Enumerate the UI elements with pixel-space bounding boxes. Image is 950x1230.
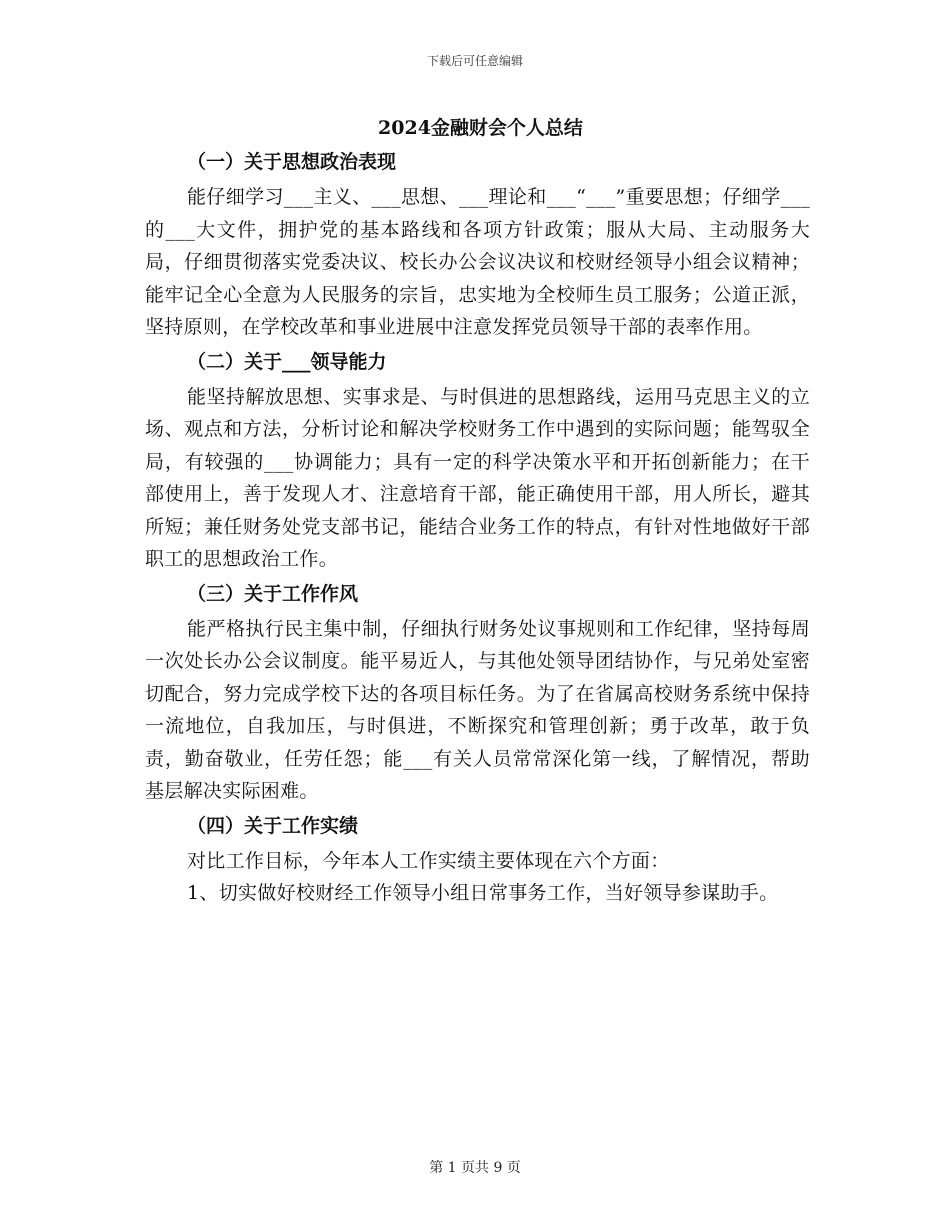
section-paragraph-leadership: 能坚持解放思想、实事求是、与时俱进的思想路线，运用马克思主义的立场、观点和方法，分析讨论和解决学校财务工作中遇到的实际问题；能驾驭全局，有较强的___协调能力；具有一定的科学决策水平和开拓创新能力；在干部使用上，善于发现人才、注意培育干部，能正确使用干部，用人所长，避其所短；兼任财务处党支部书记，能结合业务工作的特点，有针对性地做好干部职工的思想政治工作。 <box>145 385 810 570</box>
achievement-item-1: 1、切实做好校财经工作领导小组日常事务工作，当好领导参谋助手。 <box>187 882 779 904</box>
document-title: 2024金融财会个人总结 <box>378 117 583 139</box>
page-number: 第 1 页共 9 页 <box>429 1160 521 1176</box>
section-heading-political: （一）关于思想政治表现 <box>187 151 397 173</box>
section-heading-leadership: （二）关于___领导能力 <box>187 350 387 373</box>
section-heading-achievements: （四）关于工作实绩 <box>187 814 359 837</box>
section-paragraph-work-style: 能严格执行民主集中制，仔细执行财务处议事规则和工作纪律，坚持每周一次处长办公会议制度。能平易近人，与其他处领导团结协作，与兄弟处室密切配合，努力完成学校下达的各项目标任务。为了在省属高校财务系统中保持一流地位，自我加压，与时俱进，不断探究和管理创新；勇于改革，敢于负责，勤奋敬业，任劳任怨；能___有关人员常常深化第一线，了解情况，帮助基层解决实际困难。 <box>145 617 810 802</box>
page-header-note: 下载后可任意编辑 <box>426 54 523 68</box>
section-heading-work-style: （三）关于工作作风 <box>187 582 359 605</box>
section-paragraph-achievements: 对比工作目标，今年本人工作实绩主要体现在六个方面： <box>187 849 670 872</box>
section-paragraph-political: 能仔细学习___主义、___思想、___理论和___“___”重要思想；仔细学___的___大文件，拥护党的基本路线和各项方针政策；服从大局、主动服务大局，仔细贯彻落实党委决议、校长办公会议决议和校财经领导小组会议精神；能牢记全心全意为人民服务的宗旨，忠实地为全校师生员工服务；公道正派，坚持原则，在学校改革和事业进展中注意发挥党员领导干部的表率作用。 <box>145 186 810 338</box>
document-body <box>145 112 810 910</box>
